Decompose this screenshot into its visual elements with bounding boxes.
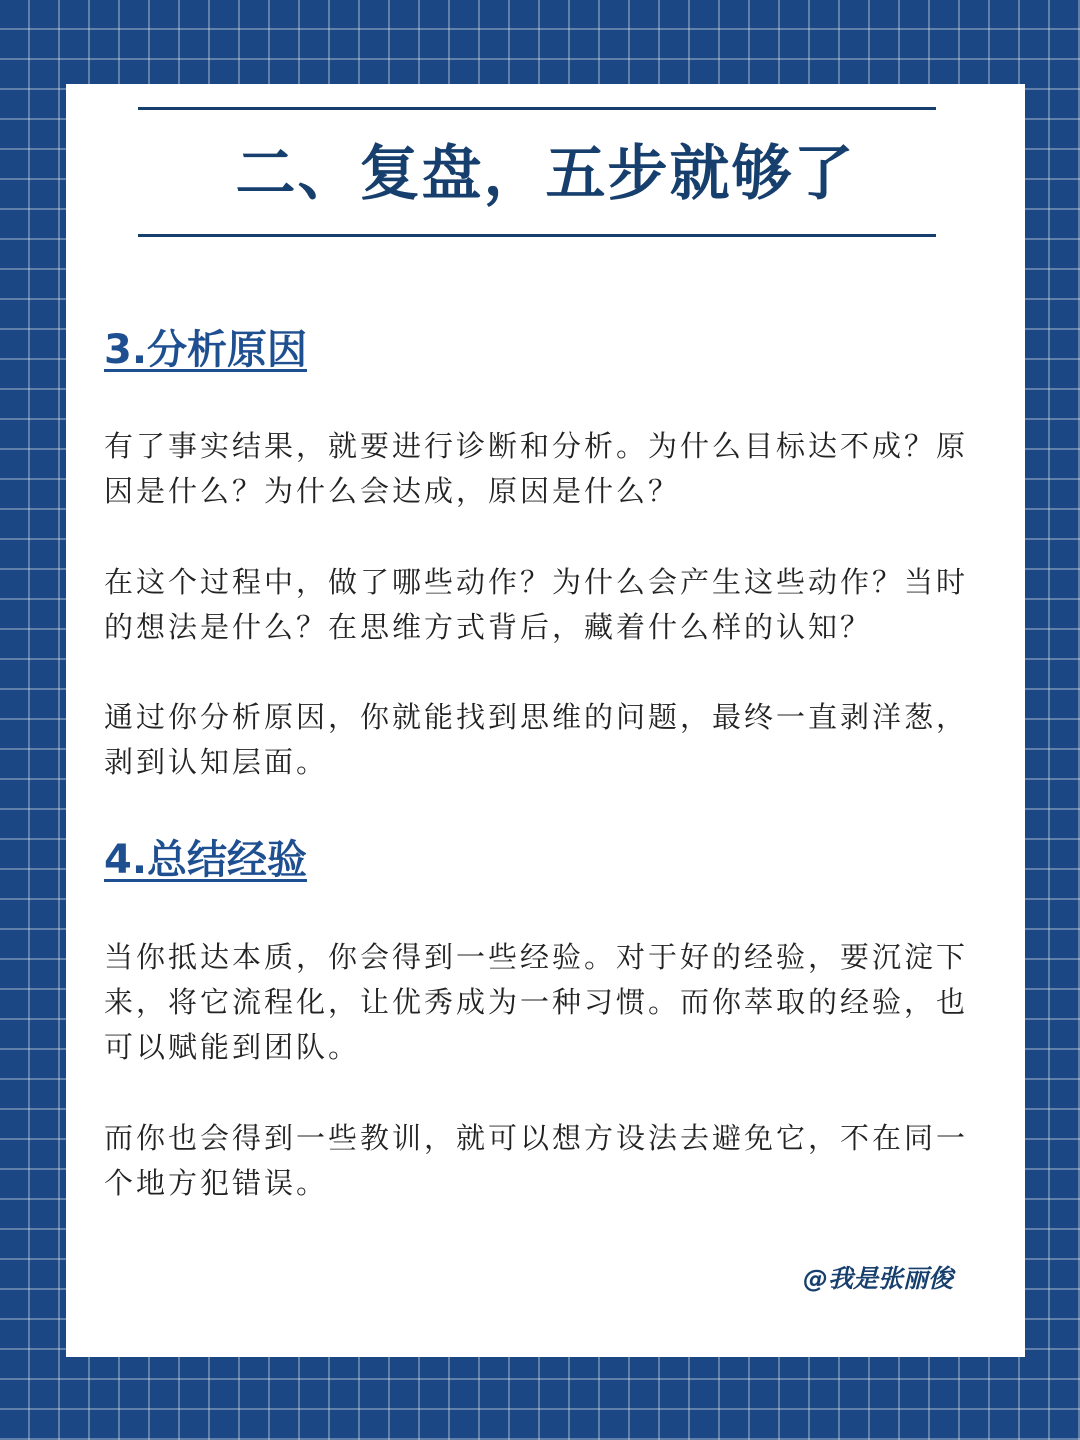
author-signature: @我是张丽俊 xyxy=(802,1264,953,1293)
section-paragraph: 当你抵达本质，你会得到一些经验。对于好的经验，要沉淀下来，将它流程化，让优秀成为一种习惯。而你萃取的经验，也可以赋能到团队。 xyxy=(104,940,969,1064)
section-paragraph: 通过你分析原因，你就能找到思维的问题，最终一直剥洋葱，剥到认知层面。 xyxy=(104,700,969,779)
section-paragraph: 有了事实结果，就要进行诊断和分析。为什么目标达不成？原因是什么？为什么会达成，原因是什么？ xyxy=(104,429,969,508)
page-title: 二、复盘，五步就够了 xyxy=(235,139,856,209)
title-rule-bottom xyxy=(138,234,936,237)
title-rule-top xyxy=(138,107,936,110)
section-heading-analyze-causes: 3.分析原因 xyxy=(104,327,308,373)
section-paragraph: 在这个过程中，做了哪些动作？为什么会产生这些动作？当时的想法是什么？在思维方式背后，藏着什么样的认知？ xyxy=(104,565,969,644)
content-card xyxy=(66,84,1025,1357)
section-paragraph: 而你也会得到一些教训，就可以想方设法去避免它，不在同一个地方犯错误。 xyxy=(104,1121,969,1200)
section-heading-summarize-experience: 4.总结经验 xyxy=(104,837,308,883)
